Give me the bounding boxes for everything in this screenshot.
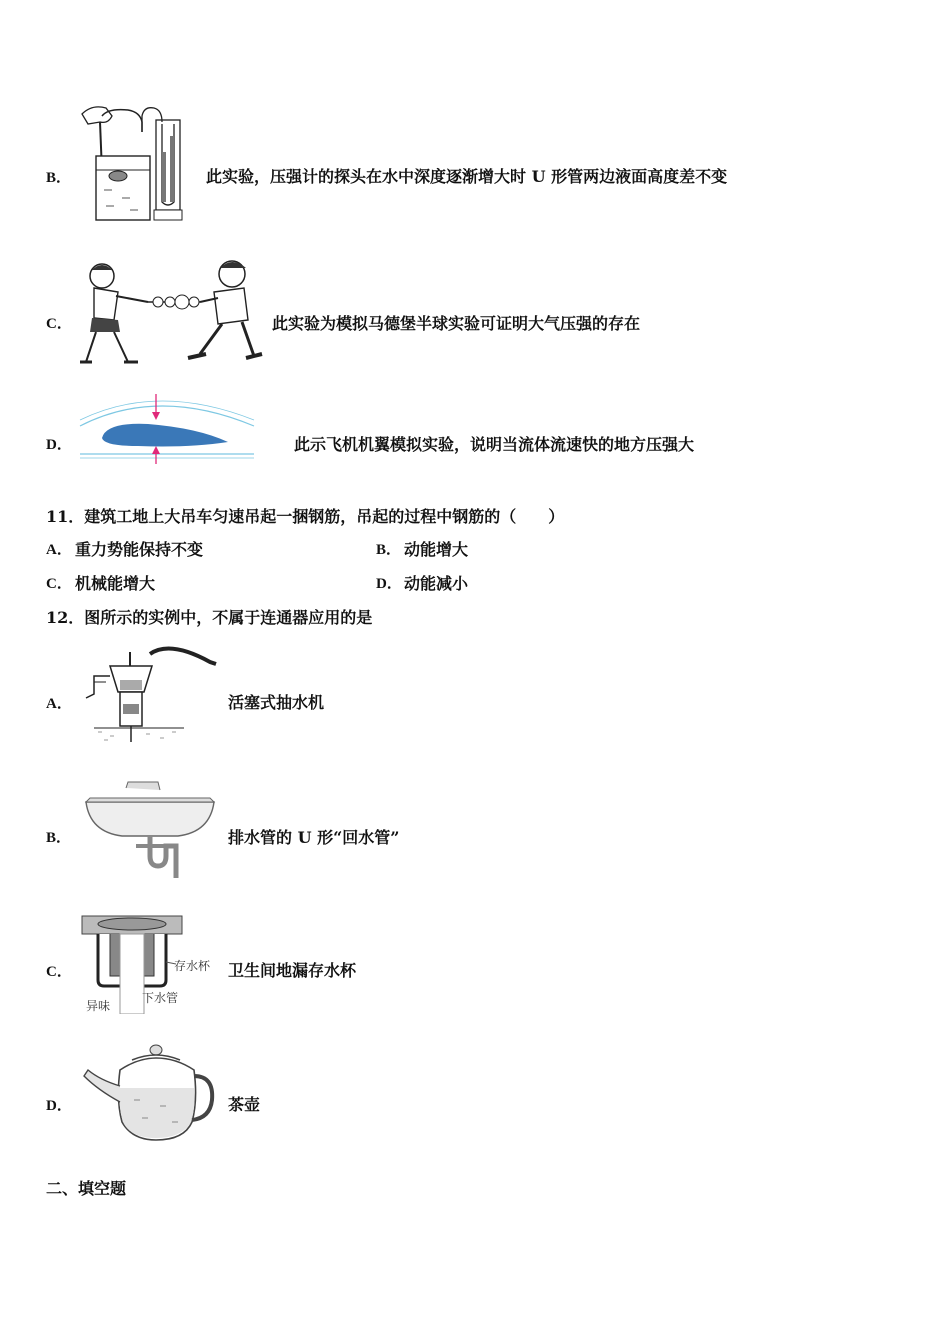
option-letter: B．: [46, 830, 72, 846]
option-letter: A．: [46, 696, 72, 712]
sink-u-trap-figure: [82, 780, 218, 878]
question-stem: 12．图所示的实例中，不属于连通器应用的是: [46, 608, 373, 627]
option-letter: A．: [46, 542, 72, 558]
option-letter: B．: [376, 542, 402, 558]
pipe-label: 下水管: [142, 991, 179, 1005]
option-text: 活塞式抽水机: [228, 693, 325, 712]
teapot-figure: [80, 1040, 218, 1144]
option-text: 此实验为模拟马德堡半球实验可证明大气压强的存在: [272, 314, 641, 333]
section-title: 二、填空题: [46, 1179, 127, 1198]
option-text: 动能增大: [404, 540, 469, 559]
option-letter: C．: [46, 576, 72, 592]
option-text: 排水管的 U 形“回水管”: [228, 828, 400, 847]
option-letter: C．: [46, 316, 72, 332]
option-letter: B．: [46, 170, 72, 186]
option-letter: D．: [46, 1098, 72, 1114]
floor-drain-figure: [80, 914, 226, 1014]
option-text: 茶壶: [228, 1095, 261, 1114]
magdeburg-hemispheres-figure: [78, 258, 268, 372]
option-text: 机械能增大: [75, 574, 156, 593]
airfoil-figure: [78, 392, 256, 464]
piston-pump-figure: [80, 642, 220, 746]
cup-label: 存水杯: [174, 959, 211, 973]
option-text: 此实验，压强计的探头在水中深度逐渐增大时 U 形管两边液面高度差不变: [206, 167, 728, 186]
option-letter: D．: [46, 437, 72, 453]
question-stem: 11．建筑工地上大吊车匀速吊起一捆钢筋，吊起的过程中钢筋的（ ）: [46, 507, 565, 526]
option-letter: D．: [376, 576, 402, 592]
pressure-gauge-figure: [78, 102, 188, 226]
option-text: 此示飞机机翼模拟实验，说明当流体流速快的地方压强大: [294, 435, 695, 454]
odor-label: 异味: [86, 999, 111, 1013]
option-letter: C．: [46, 964, 72, 980]
option-text: 重力势能保持不变: [75, 540, 204, 559]
option-text: 卫生间地漏存水杯: [228, 961, 357, 980]
option-text: 动能减小: [404, 574, 469, 593]
